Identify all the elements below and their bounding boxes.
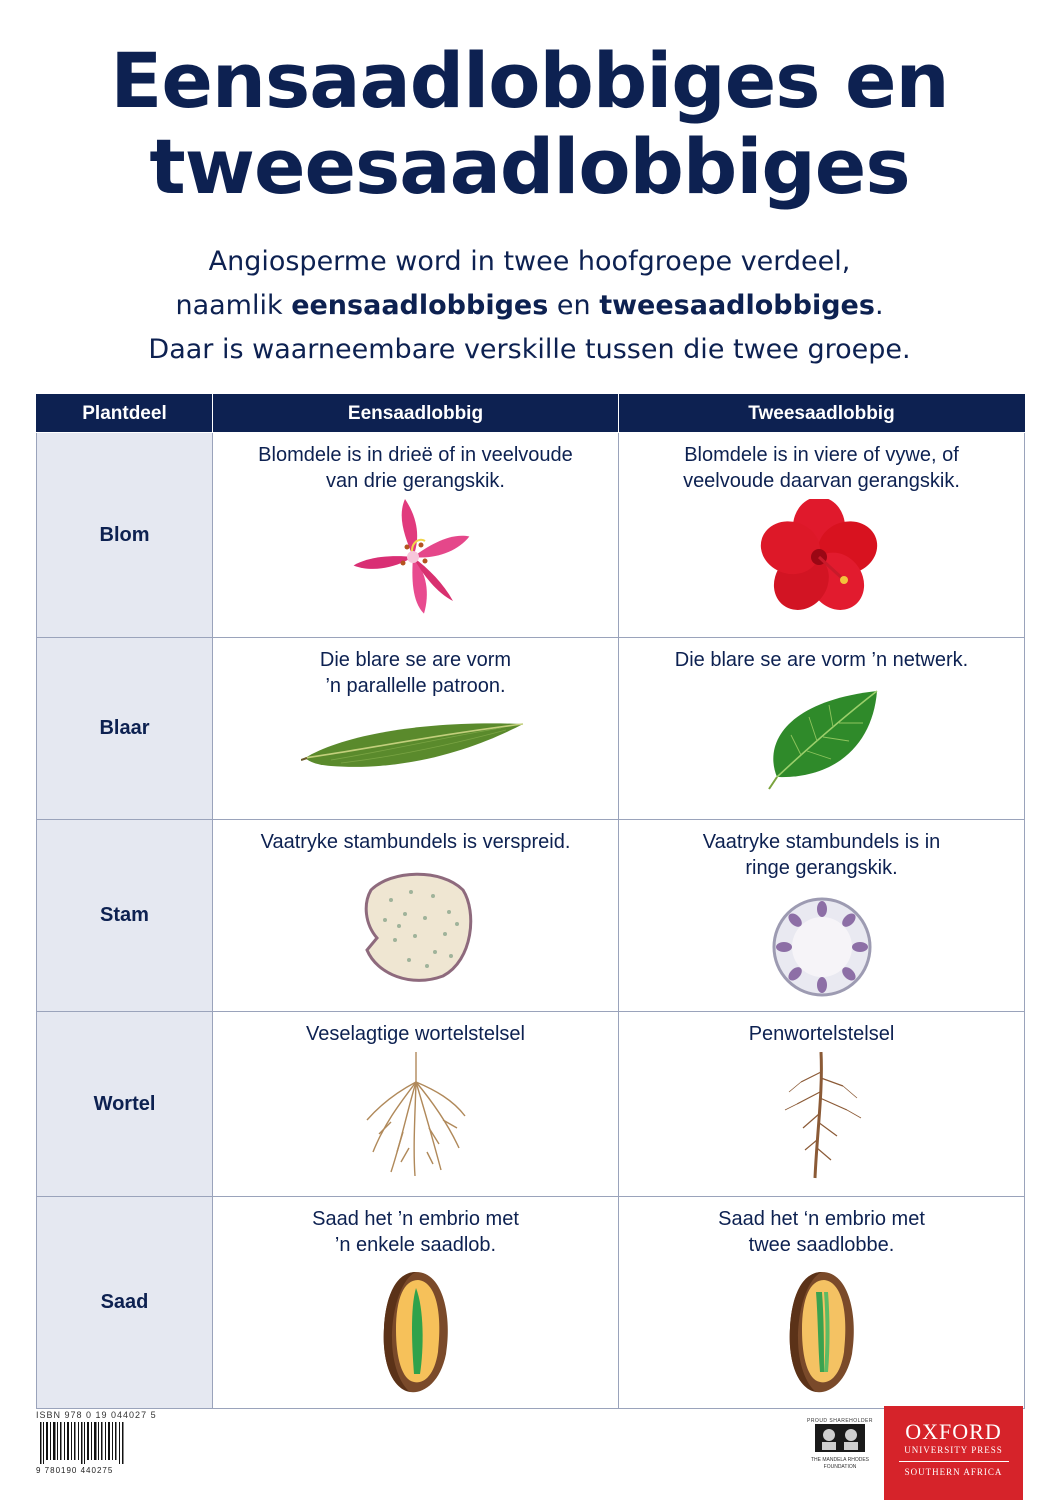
- table-row-blom: [37, 433, 1025, 638]
- oxford-logo: [884, 1406, 1023, 1500]
- intro-term-mono: eensaadlobbiges: [291, 290, 549, 321]
- cell-stam-di: [619, 820, 1025, 1012]
- intro-line-1: Angiosperme word in twee hoofgroepe verdeel,: [208, 246, 851, 277]
- mrf-bottom-text: THE MANDELA RHODES FOUNDATION: [810, 1457, 870, 1470]
- dicot-seed-image: [619, 1258, 1024, 1408]
- text-blom-mono: Blomdele is in drieë of in veelvoude van drie gerangskik.: [258, 444, 573, 492]
- text-saad-mono: Saad het ’n embrio met ’n enkele saadlob.: [312, 1208, 519, 1256]
- text-stam-di: Vaatryke stambundels is in ringe gerangskik.: [702, 831, 941, 879]
- isbn-text: ISBN 978 0 19 044027 5: [36, 1410, 157, 1420]
- title-line-1: Eensaadlobbiges en: [110, 36, 949, 125]
- intro-term-di: tweesaadlobbiges: [599, 290, 875, 321]
- lily-flower-image: [213, 494, 618, 624]
- header-plantdeel: Plantdeel: [37, 395, 213, 433]
- part-label-stam: Stam: [37, 820, 213, 1012]
- cell-saad-di: [619, 1197, 1025, 1409]
- cell-saad-mono: [213, 1197, 619, 1409]
- table-header-row: [37, 395, 1025, 433]
- net-vein-leaf-image: [619, 673, 1024, 803]
- page-title: [0, 38, 1059, 210]
- mrf-portraits-icon: [815, 1424, 865, 1452]
- text-blaar-di: Die blare se are vorm ’n netwerk.: [674, 649, 969, 671]
- table-row-saad: [37, 1197, 1025, 1409]
- intro-line-2-c: en: [548, 290, 600, 321]
- taproot-image: [619, 1047, 1024, 1187]
- text-blom-di: Blomdele is in viere of vywe, of veelvoude daarvan gerangskik.: [683, 444, 960, 492]
- part-label-saad: Saad: [37, 1197, 213, 1409]
- text-wortel-mono: Veselagtige wortelstelsel: [305, 1023, 525, 1045]
- text-stam-mono: Vaatryke stambundels is verspreid.: [260, 831, 571, 853]
- header-tweesaadlobbig: Tweesaadlobbig: [619, 395, 1025, 433]
- part-label-blom: Blom: [37, 433, 213, 638]
- ringed-bundles-stem-section-image: [619, 881, 1024, 1011]
- intro-line-2-a: naamlik: [175, 290, 292, 321]
- mandela-rhodes-logo: [806, 1418, 874, 1471]
- intro-line-2: [0, 284, 1059, 328]
- mrf-top-text: PROUD SHAREHOLDER: [806, 1418, 873, 1424]
- header-eensaadlobbig: Eensaadlobbig: [213, 395, 619, 433]
- intro-line-2-e: .: [874, 290, 884, 321]
- text-saad-di: Saad het ‘n embrio met twee saadlobbe.: [718, 1208, 925, 1256]
- cell-wortel-di: [619, 1012, 1025, 1197]
- intro-line-3: Daar is waarneembare verskille tussen die twee groepe.: [148, 334, 911, 365]
- comparison-table: [36, 394, 1025, 1409]
- table-row-blaar: [37, 638, 1025, 820]
- oxford-logo-line-1: OXFORD: [905, 1419, 1002, 1444]
- intro-text: [0, 240, 1059, 372]
- barcode-number: 9 780190 440275: [36, 1466, 114, 1475]
- monocot-seed-image: [213, 1258, 618, 1408]
- barcode-image: [40, 1422, 126, 1464]
- oxford-logo-rule: [899, 1461, 1009, 1462]
- oxford-logo-line-3: SOUTHERN AFRICA: [904, 1467, 1003, 1477]
- part-label-blaar: Blaar: [37, 638, 213, 820]
- title-line-2: tweesaadlobbiges: [149, 122, 910, 211]
- table-row-stam: [37, 820, 1025, 1012]
- text-blaar-mono: Die blare se are vorm ’n parallelle patroon.: [319, 649, 512, 697]
- cell-blom-mono: [213, 433, 619, 638]
- scattered-bundles-stem-section-image: [213, 855, 618, 995]
- cell-stam-mono: [213, 820, 619, 1012]
- cell-blaar-di: [619, 638, 1025, 820]
- cell-blaar-mono: [213, 638, 619, 820]
- fibrous-root-image: [213, 1047, 618, 1187]
- oxford-logo-line-2: UNIVERSITY PRESS: [904, 1445, 1003, 1455]
- cell-blom-di: [619, 433, 1025, 638]
- table-row-wortel: [37, 1012, 1025, 1197]
- hibiscus-flower-image: [619, 494, 1024, 624]
- cell-wortel-mono: [213, 1012, 619, 1197]
- part-label-wortel: Wortel: [37, 1012, 213, 1197]
- text-wortel-di: Penwortelstelsel: [748, 1023, 895, 1045]
- parallel-vein-leaf-image: [213, 699, 618, 803]
